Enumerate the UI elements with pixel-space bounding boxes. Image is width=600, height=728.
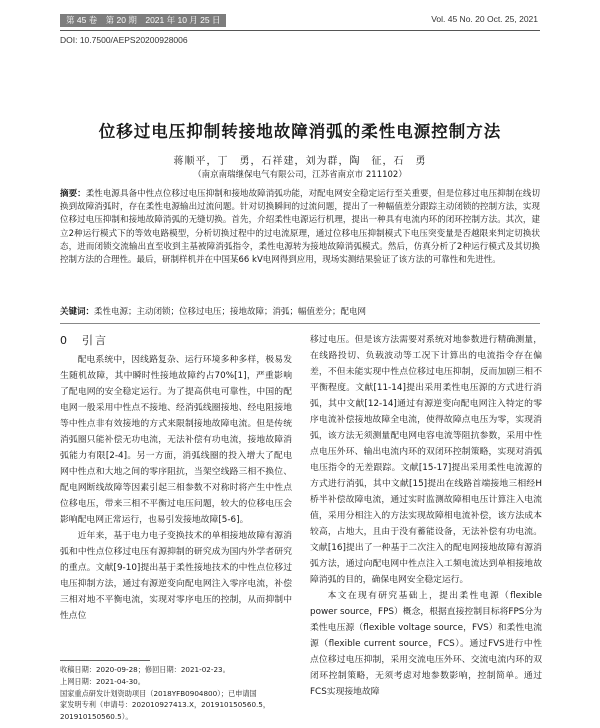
issue-tag: 第 45 卷 第 20 期 2021 年 10 月 25 日 [60,14,226,27]
paragraph: 配电系统中，因线路复杂、运行环境多种多样，极易发生随机故障，其中瞬时性接地故障约占70%[1]，严重影响了配电网的安全稳定运行。为了提高供电可靠性，中国的配电网一般采用中性点不接地、经消弧线圈接地、经电阻接地等中性点非有效接地的方式来限制接地故障电流。但是传统消弧圈只能补偿无功电流，无法补偿有功电流，接地故障消弧能力有限[2-4]。另一方面，消弧线圈的投入增大了配电网中性点和大地之间的零序阻抗，当架空线路三相不换位、配电网断线故障等因素引起三相参数不对称时将产生中性点位移电压，带来三相不平衡过电压问题，较大的位移电压会影响配电网正常运行，也易引发接地故障[5-6]。 [60,355,292,525]
authors: 蒋顺平，丁 勇，石祥建，刘为群，陶 征，石 勇 [173,156,427,167]
footnote-line: 收稿日期：2020-09-28；修回日期：2021-02-23。 [60,665,230,674]
right-column [310,332,542,728]
footnote-line: 上网日期：2021-04-30。 [60,676,145,686]
keywords-label: 关键词： [60,307,95,317]
section-heading [60,332,108,348]
abstract-text: 柔性电源具备中性点位移过电压抑制和接地故障消弧功能，对配电网安全稳定运行至关重要，但是位移过电压抑制在线切换到故障消弧时，存在柔性电源输出过流问题。针对切换瞬间的过流问题，提出了一种幅值差分跟踪主动闭锁的控制方法，实现位移过电压抑制和接地故障消弧的无缝切换。首先，介绍柔性电源运行机理，提出一种具有电流内环的闭环控制方法。其次，建立2种运行模式下的等效电路模型，分析切换过程中的过电流原理，通过位移电压抑制模式下电压突变量是否越限来判定切换状态，进而闭锁交流输出直至收到主基被障消弧指令，柔性电源转为接地故障消弧模式。然后，仿真分析了2种运行模式及其切换控制方法的合理性。最后，研制样机并在中国某66 kV电网得到应用，现场实测结果验证了该方法的可靠性和先进性。 [60,189,540,266]
volume-english: Vol. 45 No. 20 Oct. 25, 2021 [431,14,538,24]
page-header [0,0,600,30]
abstract-label: 摘要： [60,189,86,199]
abstract [60,188,540,267]
footnotes [60,664,300,728]
footnote-line: 国家重点研发计划资助项目（2018YFB0904800）；已申请国 [60,688,257,698]
affiliation: （南京南瑞继保电气有限公司，江苏省南京市 211102） [193,170,407,180]
divider [60,323,540,324]
paper-title: 位移过电压抑制转接地故障消弧的柔性电源控制方法 [98,122,502,141]
keywords [60,305,540,317]
section-number: 0 [60,334,69,347]
footnote-line: 201910150560.5）。 [60,712,133,722]
footnote-rule [60,660,150,661]
section-title: 引言 [82,334,108,347]
paragraph: 本文在现有研究基础上，提出柔性电源（flexible power source，FPS）概念，根据直接控制目标将FPS分为柔性电压源（flexible voltage source，FVS）和柔性电流源（flexible current source，FCS）。通过FVS进行中性点位移过电压抑制，采用交流电压外环、交流电流内环的双闭环控制策略，无须考虑对地参数影响，控制简单。通过FCS实现接地故障 [310,591,542,697]
header-rule [60,30,540,31]
left-column [60,352,292,657]
doi: DOI: 10.7500/AEPS20200928006 [60,35,188,45]
keywords-text: 柔性电源；主动闭锁；位移过电压；接地故障；消弧；幅值差分；配电网 [94,307,367,317]
paragraph: 近年来，基于电力电子变换技术的单相接地故障有源消弧和中性点位移过电压有源抑制的研究成为国内外学者研究的重点。文献[9-10]提出基于柔性接地技术的中性点位移过电压抑制方法，通过有源逆变向配电网注入零序电流，补偿三相对地不平衡电流，实现对零序电压的控制，从而抑制中性点位 [60,531,292,621]
footnote-line: 家发明专利（申请号：202010927413.X，201910150560.5， [60,700,271,710]
paragraph: 移过电压。但是该方法需要对系统对地参数进行精确测量，在线路投切、负载波动等工况下计算出的电流指令存在偏差，不但未能实现中性点位移过电压抑制，反而加剧三相不平衡程度。文献[11-14]提出采用柔性电压源的方式进行消弧，其中文献[12-14]通过有源逆变向配电网注入特定的零序电流补偿接地故障全电流，使得故障点电压为零，实现消弧，该方法无须测量配电网电容电流等阻抗参数，采用中性点电压外环、输出电流内环的双闭环控制策略，实现对消弧电压指令的无差跟踪。文献[15-17]提出采用柔性电流源的方式进行消弧，其中文献[15]提出在线路首端接地三相经H桥半补偿故障电流，通过实时监测故障相电压计算注入电流值，采用分相注入的方法实现故障相电流补偿，该方法成本较高，占地大，且由于没有蓄能设备，无法补偿有功电流。文献[16]提出了一种基于二次注入的配电网接地故障有源消弧方法，通过向配电网中性点注入工频电流达到单相接地故障消弧的目的，确保电网安全稳定运行。 [310,335,542,585]
